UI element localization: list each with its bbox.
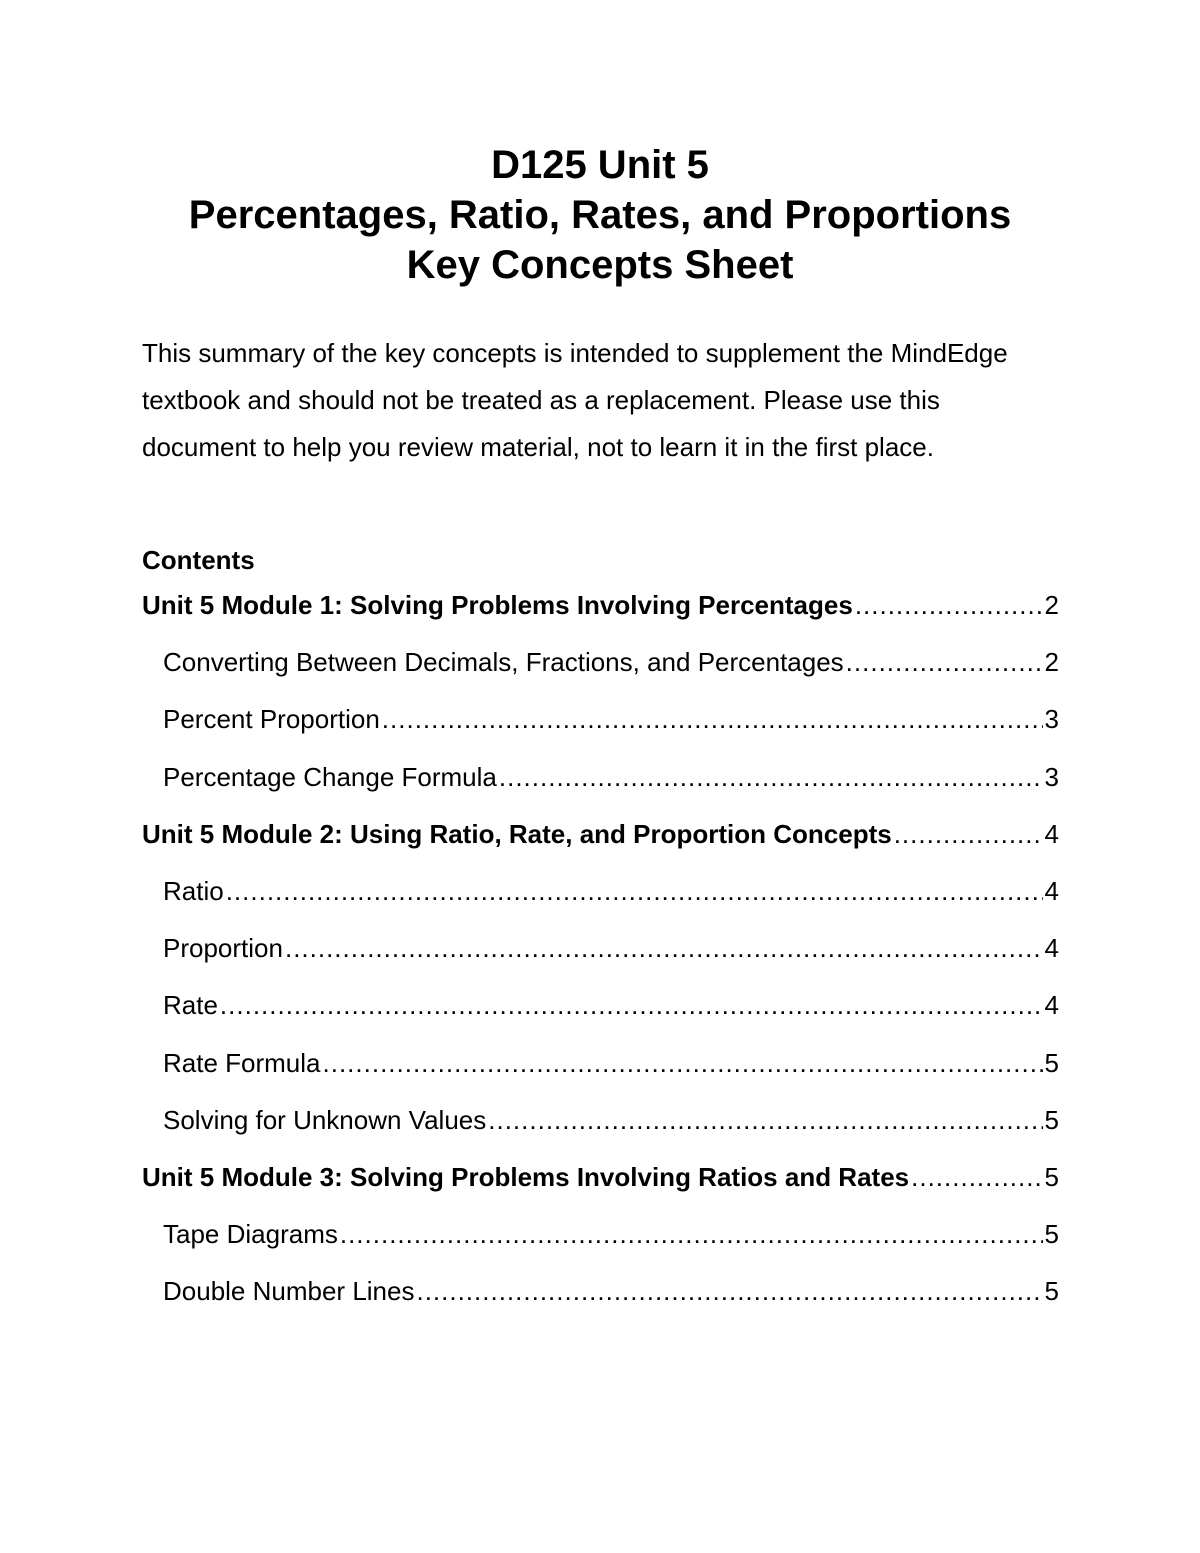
toc-entry-percent-proportion[interactable] <box>142 704 1059 761</box>
toc-entry-label: Ratio <box>163 875 224 906</box>
toc-entry-label: Converting Between Decimals, Fractions, and Percentages <box>163 647 844 678</box>
toc-entry-label: Rate <box>163 990 218 1021</box>
toc-entry-proportion[interactable] <box>142 933 1059 990</box>
toc-entry-label: Percent Proportion <box>163 704 380 735</box>
toc-dot-leader <box>416 1276 1042 1307</box>
toc-page-number: 2 <box>1044 590 1059 620</box>
toc-entry-label: Proportion <box>163 933 283 964</box>
toc-dot-leader <box>894 819 1043 850</box>
intro-line: document to help you review material, not to learn it in the first place. <box>142 432 934 462</box>
toc-entry-ratio[interactable] <box>142 876 1059 933</box>
toc-entry-label: Unit 5 Module 3: Solving Problems Involving Ratios and Rates <box>142 1161 910 1192</box>
toc-entry-label: Double Number Lines <box>163 1276 415 1307</box>
toc-dot-leader <box>340 1219 1043 1250</box>
document-title <box>0 140 1200 290</box>
toc-dot-leader <box>323 1048 1043 1079</box>
intro-line: textbook and should not be treated as a replacement. Please use this <box>142 385 940 415</box>
table-of-contents <box>142 590 1059 1333</box>
toc-page-number: 5 <box>1044 1161 1059 1192</box>
toc-dot-leader <box>846 647 1043 678</box>
toc-entry-module-2[interactable] <box>142 819 1059 876</box>
toc-page-number: 3 <box>1044 761 1059 792</box>
toc-page-number: 5 <box>1044 1104 1059 1135</box>
toc-page-number: 2 <box>1044 647 1059 678</box>
toc-dot-leader <box>285 933 1043 964</box>
toc-entry-module-1[interactable] <box>142 590 1059 647</box>
toc-entry-double-number-lines[interactable] <box>142 1276 1059 1333</box>
title-line-topic: Percentages, Ratio, Rates, and Proportions <box>188 193 1012 237</box>
toc-page-number: 4 <box>1044 875 1059 906</box>
toc-dot-leader <box>382 704 1043 735</box>
toc-dot-leader <box>499 762 1043 793</box>
toc-dot-leader <box>226 876 1043 907</box>
toc-dot-leader <box>911 1162 1042 1193</box>
toc-page-number: 4 <box>1044 990 1059 1021</box>
toc-entry-label: Unit 5 Module 2: Using Ratio, Rate, and Proportion Concepts <box>142 818 892 849</box>
toc-page-number: 5 <box>1044 1219 1059 1250</box>
toc-entry-label: Tape Diagrams <box>163 1219 338 1250</box>
toc-entry-label: Solving for Unknown Values <box>163 1104 487 1135</box>
toc-entry-tape-diagrams[interactable] <box>142 1219 1059 1276</box>
toc-dot-leader <box>220 990 1043 1021</box>
toc-entry-unknown-values[interactable] <box>142 1105 1059 1162</box>
toc-entry-module-3[interactable] <box>142 1162 1059 1219</box>
toc-entry-label: Percentage Change Formula <box>163 761 497 792</box>
toc-page-number: 4 <box>1044 818 1059 849</box>
title-line-sheet: Key Concepts Sheet <box>406 243 794 287</box>
intro-line: This summary of the key concepts is intended to supplement the MindEdge <box>142 338 1008 368</box>
title-line-course: D125 Unit 5 <box>491 143 709 187</box>
toc-dot-leader <box>855 590 1043 621</box>
intro-paragraph <box>142 330 1082 471</box>
toc-dot-leader <box>488 1105 1042 1136</box>
toc-entry-label: Unit 5 Module 1: Solving Problems Involving Percentages <box>142 590 853 620</box>
toc-entry-label: Rate Formula <box>163 1047 321 1078</box>
contents-heading: Contents <box>142 545 255 575</box>
toc-page-number: 5 <box>1044 1276 1059 1307</box>
toc-entry-converting[interactable] <box>142 647 1059 704</box>
toc-page-number: 5 <box>1044 1047 1059 1078</box>
toc-entry-rate-formula[interactable] <box>142 1048 1059 1105</box>
toc-page-number: 4 <box>1044 933 1059 964</box>
toc-entry-rate[interactable] <box>142 990 1059 1047</box>
toc-entry-percentage-change[interactable] <box>142 762 1059 819</box>
toc-page-number: 3 <box>1044 704 1059 735</box>
